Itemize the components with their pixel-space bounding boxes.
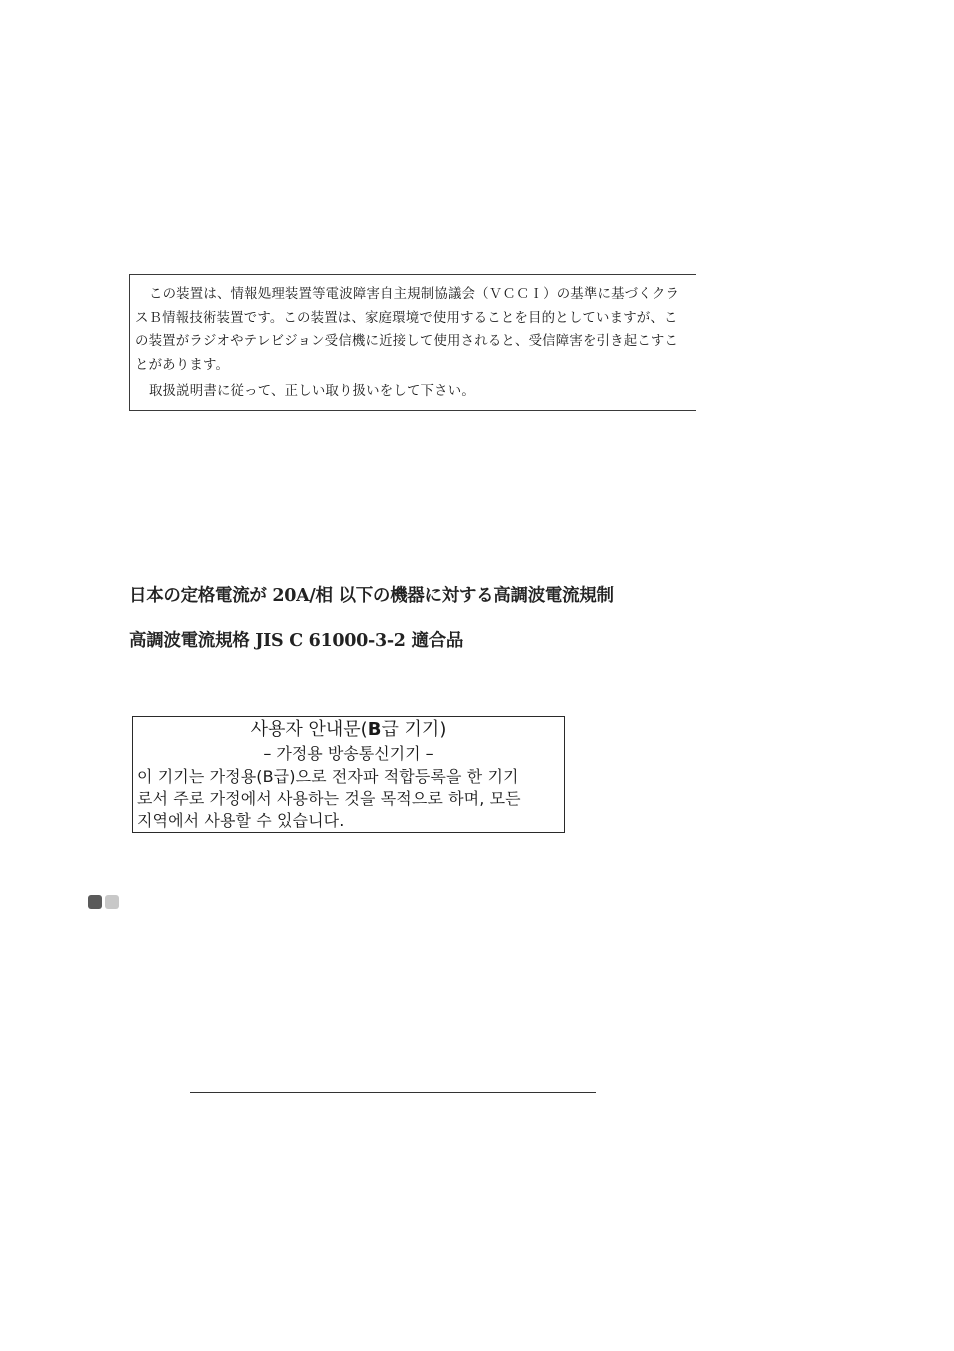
vcci-notice-paragraph-2: 取扱説明書に従って、正しい取り扱いをして下さい。 bbox=[149, 384, 475, 399]
horizontal-rule bbox=[190, 1092, 596, 1093]
korean-notice-title bbox=[133, 718, 564, 742]
korean-user-notice-box bbox=[132, 716, 565, 833]
vcci-notice-text bbox=[135, 283, 691, 404]
marker-square-light bbox=[105, 895, 119, 909]
marker-square-dark bbox=[88, 895, 102, 909]
harmonic-regulation-heading: 日本の定格電流が 20A/相 以下の機器に対する高調波電流規制 bbox=[129, 586, 614, 606]
korean-notice-line-2: 로서 주로 가정에서 사용하는 것을 목적으로 하며, 모든 bbox=[137, 789, 521, 808]
korean-notice-line-3: 지역에서 사용할 수 있습니다. bbox=[137, 811, 345, 830]
korean-notice-title-prefix: 사용자 안내문( bbox=[250, 719, 368, 740]
korean-notice-title-suffix: 급 기기) bbox=[381, 719, 447, 740]
harmonic-standard-compliance: 高調波電流規格 JIS C 61000-3-2 適合品 bbox=[129, 631, 464, 651]
korean-notice-line-1: 이 기기는 가정용(B급)으로 전자파 적합등록을 한 기기 bbox=[137, 767, 519, 786]
korean-notice-subtitle: – 가정용 방송통신기기 – bbox=[263, 744, 434, 763]
vcci-notice-box bbox=[129, 274, 696, 411]
vcci-notice-paragraph-1: この装置は、情報処理装置等電波障害自主規制協議会（ＶＣＣＩ）の基準に基づくクラスＢ情報技術装置です。この装置は、家庭環境で使用することを目的としていますが、この装置がラジオやテレビジョン受信機に近接して使用されると、受信障害を引き起こすことがあります。 bbox=[135, 287, 680, 373]
korean-notice-body bbox=[137, 766, 563, 832]
korean-notice-title-class: B bbox=[367, 719, 382, 740]
page-marker bbox=[88, 895, 119, 909]
